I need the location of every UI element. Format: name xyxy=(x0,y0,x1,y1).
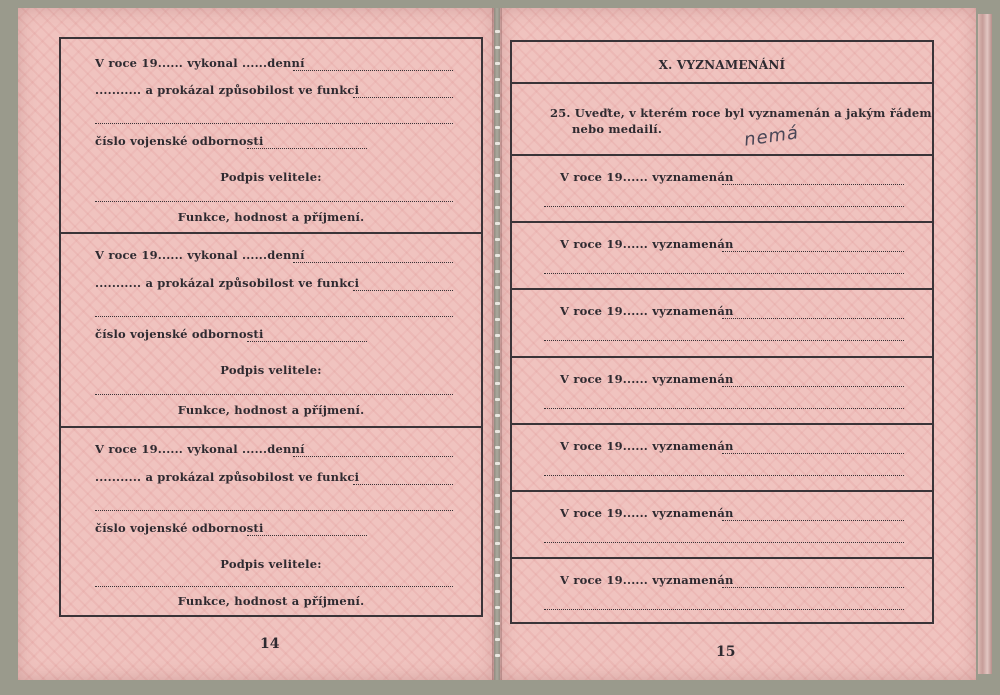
page-number-right: 15 xyxy=(716,644,736,660)
dotted-line xyxy=(544,206,904,207)
dotted-line xyxy=(544,408,904,409)
title-divider xyxy=(512,82,932,84)
dotted-line xyxy=(247,148,367,149)
binding-stitch xyxy=(495,110,500,113)
specialty-line: číslo vojenské odbornosti xyxy=(95,521,264,535)
binding-stitch xyxy=(495,462,500,465)
role-label: Funkce, hodnost a příjmení. xyxy=(177,403,365,417)
role-label: Funkce, hodnost a příjmení. xyxy=(177,210,365,224)
section-title: X. VYZNAMENÁNÍ xyxy=(658,58,786,72)
signature-label: Podpis velitele: xyxy=(220,363,322,377)
binding-stitch xyxy=(495,590,500,593)
page-edge xyxy=(978,14,992,674)
award-row-label: V roce 19...... vyznamenán xyxy=(560,371,734,386)
dotted-line xyxy=(722,587,904,588)
row-divider xyxy=(512,423,932,425)
binding-stitch xyxy=(495,126,500,129)
binding-stitch xyxy=(495,302,500,305)
dotted-line xyxy=(544,609,904,610)
year-line: V roce 19...... vykonal ......denní xyxy=(95,56,305,70)
signature-label: Podpis velitele: xyxy=(220,170,322,184)
row-divider xyxy=(512,490,932,492)
binding-stitch xyxy=(495,78,500,81)
left-form-frame xyxy=(59,37,483,617)
award-row-label: V roce 19...... vyznamenán xyxy=(560,506,734,520)
binding-stitch xyxy=(495,478,500,481)
dotted-line xyxy=(544,542,904,543)
binding-stitch xyxy=(495,190,500,193)
award-row-label: V roce 19...... vyznamenán xyxy=(560,170,734,184)
year-line: V roce 19...... vykonal ......denní xyxy=(95,248,305,262)
binding-stitch xyxy=(495,574,500,577)
ability-line: ........... a prokázal způsobilost ve funkci xyxy=(95,83,360,97)
dotted-line xyxy=(95,510,453,511)
award-row-label: V roce 19...... vyznamenán xyxy=(560,237,734,252)
ability-line: ........... a prokázal způsobilost ve funkci xyxy=(95,276,360,290)
row-divider xyxy=(512,221,932,223)
year-line: V roce 19...... vykonal ......denní xyxy=(95,442,305,456)
dotted-line xyxy=(722,318,904,319)
dotted-line xyxy=(95,316,453,317)
dotted-line xyxy=(293,70,453,71)
service-block xyxy=(61,234,481,426)
binding-stitch xyxy=(495,238,500,241)
dotted-line xyxy=(353,484,453,485)
role-label: Funkce, hodnost a příjmení. xyxy=(177,594,365,608)
specialty-line: číslo vojenské odbornosti xyxy=(95,327,264,341)
question-line-1: 25. Uveďte, v kterém roce byl vyznamenán a jakým řádem xyxy=(550,106,932,120)
page-number-left: 14 xyxy=(260,636,280,652)
binding-stitch xyxy=(495,446,500,449)
binding-stitch xyxy=(495,414,500,417)
binding-stitch xyxy=(495,350,500,353)
binding-stitch xyxy=(495,158,500,161)
binding-stitch xyxy=(495,30,500,33)
binding-stitch xyxy=(495,318,500,321)
binding-stitch xyxy=(495,430,500,433)
binding-stitch xyxy=(495,46,500,49)
service-block xyxy=(61,428,481,617)
dotted-line xyxy=(722,453,904,454)
dotted-line xyxy=(722,251,904,252)
binding-stitch xyxy=(495,558,500,561)
dotted-line xyxy=(544,475,904,476)
binding-stitch xyxy=(495,286,500,289)
binding-stitch xyxy=(495,494,500,497)
dotted-line xyxy=(353,97,453,98)
row-divider xyxy=(512,356,932,358)
binding-stitch xyxy=(495,622,500,625)
dotted-line xyxy=(722,520,904,521)
award-row-label: V roce 19...... vyznamenán xyxy=(560,304,734,319)
dotted-line xyxy=(722,386,904,387)
binding-stitch xyxy=(495,334,500,337)
binding-stitch xyxy=(495,94,500,97)
dotted-line xyxy=(722,184,904,185)
question-line-2: nebo medailí. xyxy=(572,122,663,136)
right-form-frame xyxy=(510,40,934,624)
binding-stitch xyxy=(495,638,500,641)
binding-stitch xyxy=(495,606,500,609)
award-row-label: V roce 19...... vyznamenán xyxy=(560,573,734,588)
binding-stitch xyxy=(495,510,500,513)
binding-stitch xyxy=(495,398,500,401)
binding-stitch xyxy=(495,206,500,209)
binding-stitch xyxy=(495,270,500,273)
binding-stitch xyxy=(495,222,500,225)
signature-line xyxy=(95,201,453,202)
specialty-line: číslo vojenské odbornosti xyxy=(95,134,264,148)
signature-line xyxy=(95,394,453,395)
signature-line xyxy=(95,586,453,587)
service-block xyxy=(61,39,481,232)
row-divider xyxy=(512,288,932,290)
binding-stitch xyxy=(495,382,500,385)
binding-stitch xyxy=(495,526,500,529)
dotted-line xyxy=(353,290,453,291)
dotted-line xyxy=(247,341,367,342)
signature-label: Podpis velitele: xyxy=(220,557,322,571)
ability-line: ........... a prokázal způsobilost ve funkci xyxy=(95,470,360,484)
row-divider xyxy=(512,154,932,156)
dotted-line xyxy=(95,123,453,124)
dotted-line xyxy=(544,273,904,274)
binding-stitch xyxy=(495,366,500,369)
dotted-line xyxy=(544,340,904,341)
binding-stitch xyxy=(495,542,500,545)
dotted-line xyxy=(293,456,453,457)
dotted-line xyxy=(293,262,453,263)
binding-stitch xyxy=(495,142,500,145)
binding-stitch xyxy=(495,62,500,65)
book-gutter xyxy=(492,8,502,680)
row-divider xyxy=(512,557,932,559)
binding-stitch xyxy=(495,254,500,257)
binding-stitch xyxy=(495,174,500,177)
award-row-label: V roce 19...... vyznamenán xyxy=(560,438,734,453)
binding-stitch xyxy=(495,654,500,657)
dotted-line xyxy=(247,535,367,536)
handwritten-answer: nemá xyxy=(742,122,801,151)
